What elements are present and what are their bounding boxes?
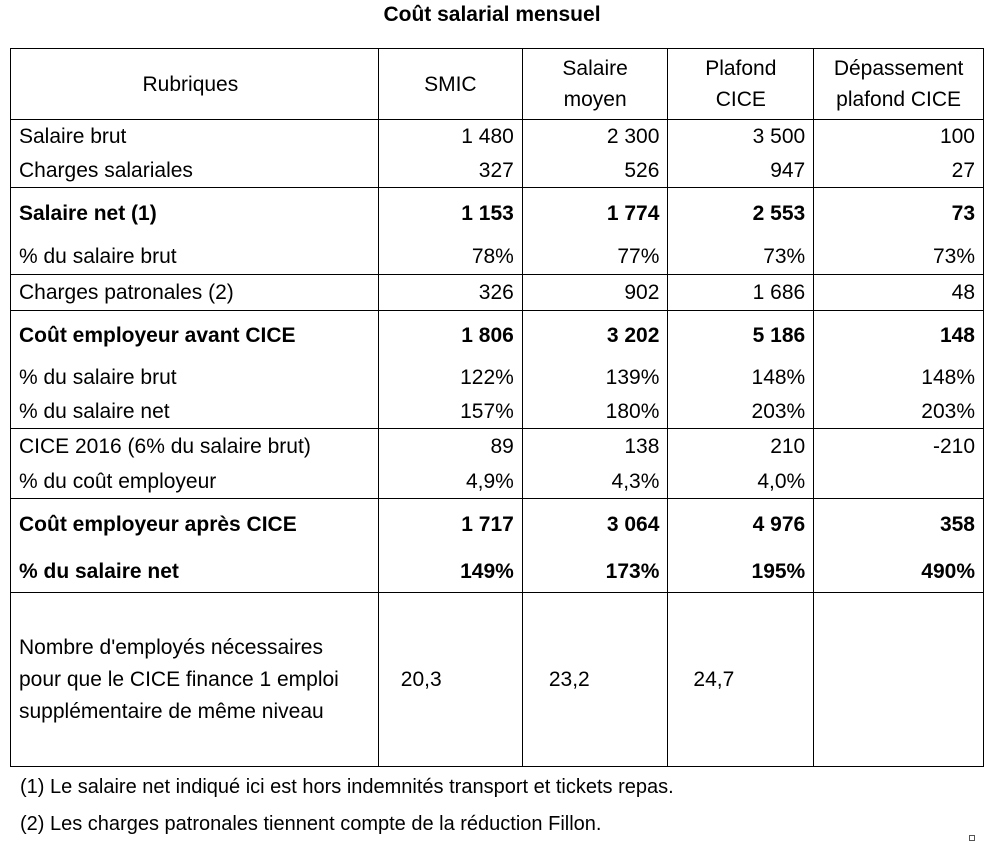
cell-value	[814, 465, 984, 499]
cell-value: 100	[814, 120, 984, 154]
table-row	[11, 188, 984, 239]
cell-value: 48	[814, 275, 984, 311]
table-row	[11, 120, 984, 154]
cell-value: 77%	[522, 239, 668, 275]
row-label: % du salaire brut	[11, 239, 379, 275]
row-label: % du salaire net	[11, 551, 379, 593]
row-label: Nombre d'employés nécessaires pour que le CICE finance 1 emploi supplémentaire de même niveau	[11, 593, 379, 767]
cell-value: 3 202	[522, 311, 668, 361]
table-row	[11, 311, 984, 361]
table-row	[11, 465, 984, 499]
cell-value: 203%	[668, 395, 814, 429]
cell-value: 148	[814, 311, 984, 361]
cell-value: 180%	[522, 395, 668, 429]
table-row	[11, 395, 984, 429]
table-row	[11, 551, 984, 593]
cell-value: 3 064	[522, 499, 668, 551]
footnote-1: (1) Le salaire net indiqué ici est hors indemnités transport et tickets repas.	[20, 776, 674, 798]
cell-value: 4,9%	[378, 465, 522, 499]
table-row	[11, 593, 984, 767]
resize-handle-icon	[969, 835, 975, 841]
header-rubriques: Rubriques	[11, 49, 379, 120]
cell-value: 122%	[378, 361, 522, 395]
row-label: Charges salariales	[11, 154, 379, 188]
row-label: % du salaire net	[11, 395, 379, 429]
row-label: % du coût employeur	[11, 465, 379, 499]
cell-value: 73	[814, 188, 984, 239]
footnote-2: (2) Les charges patronales tiennent compte de la réduction Fillon.	[20, 813, 602, 835]
header-smic: SMIC	[378, 49, 522, 120]
cell-value: 1 480	[378, 120, 522, 154]
cell-value: 490%	[814, 551, 984, 593]
cell-value: 89	[378, 429, 522, 465]
cell-value: 4,0%	[668, 465, 814, 499]
header-salaire-moyen: Salaire moyen	[522, 49, 668, 120]
cell-value: 526	[522, 154, 668, 188]
cell-value: 173%	[522, 551, 668, 593]
row-label: CICE 2016 (6% du salaire brut)	[11, 429, 379, 465]
cell-value: 138	[522, 429, 668, 465]
cell-value: 1 686	[668, 275, 814, 311]
cell-value: 78%	[378, 239, 522, 275]
table-row	[11, 499, 984, 551]
cell-value: 1 717	[378, 499, 522, 551]
row-label: Salaire brut	[11, 120, 379, 154]
cell-value: 327	[378, 154, 522, 188]
cell-value: 210	[668, 429, 814, 465]
cell-value: 27	[814, 154, 984, 188]
row-label: Salaire net (1)	[11, 188, 379, 239]
cell-value: 2 300	[522, 120, 668, 154]
cell-value: 195%	[668, 551, 814, 593]
cell-value: 148%	[668, 361, 814, 395]
cell-value: 24,7	[668, 593, 814, 767]
table-row	[11, 361, 984, 395]
cell-value: 947	[668, 154, 814, 188]
header-plafond-cice: Plafond CICE	[668, 49, 814, 120]
cell-value: 3 500	[668, 120, 814, 154]
table-row	[11, 239, 984, 275]
row-label: Coût employeur après CICE	[11, 499, 379, 551]
cell-value: 5 186	[668, 311, 814, 361]
cell-value: 149%	[378, 551, 522, 593]
cell-value: 73%	[814, 239, 984, 275]
cell-value: 148%	[814, 361, 984, 395]
cell-value: 2 553	[668, 188, 814, 239]
header-depassement: Dépassement plafond CICE	[814, 49, 984, 120]
cell-value: 23,2	[522, 593, 668, 767]
cell-value: 326	[378, 275, 522, 311]
cell-value: -210	[814, 429, 984, 465]
cell-value: 4 976	[668, 499, 814, 551]
row-label: % du salaire brut	[11, 361, 379, 395]
cell-value	[814, 593, 984, 767]
table-row	[11, 429, 984, 465]
cell-value: 1 774	[522, 188, 668, 239]
cell-value: 4,3%	[522, 465, 668, 499]
row-label: Coût employeur avant CICE	[11, 311, 379, 361]
cell-value: 20,3	[378, 593, 522, 767]
table-row	[11, 275, 984, 311]
cell-value: 157%	[378, 395, 522, 429]
table-row	[11, 154, 984, 188]
cell-value: 1 153	[378, 188, 522, 239]
cell-value: 358	[814, 499, 984, 551]
cell-value: 73%	[668, 239, 814, 275]
cell-value: 203%	[814, 395, 984, 429]
cell-value: 1 806	[378, 311, 522, 361]
salary-cost-table	[10, 48, 984, 767]
cell-value: 902	[522, 275, 668, 311]
row-label: Charges patronales (2)	[11, 275, 379, 311]
cell-value: 139%	[522, 361, 668, 395]
table-title: Coût salarial mensuel	[383, 3, 601, 26]
header-row	[11, 49, 984, 120]
